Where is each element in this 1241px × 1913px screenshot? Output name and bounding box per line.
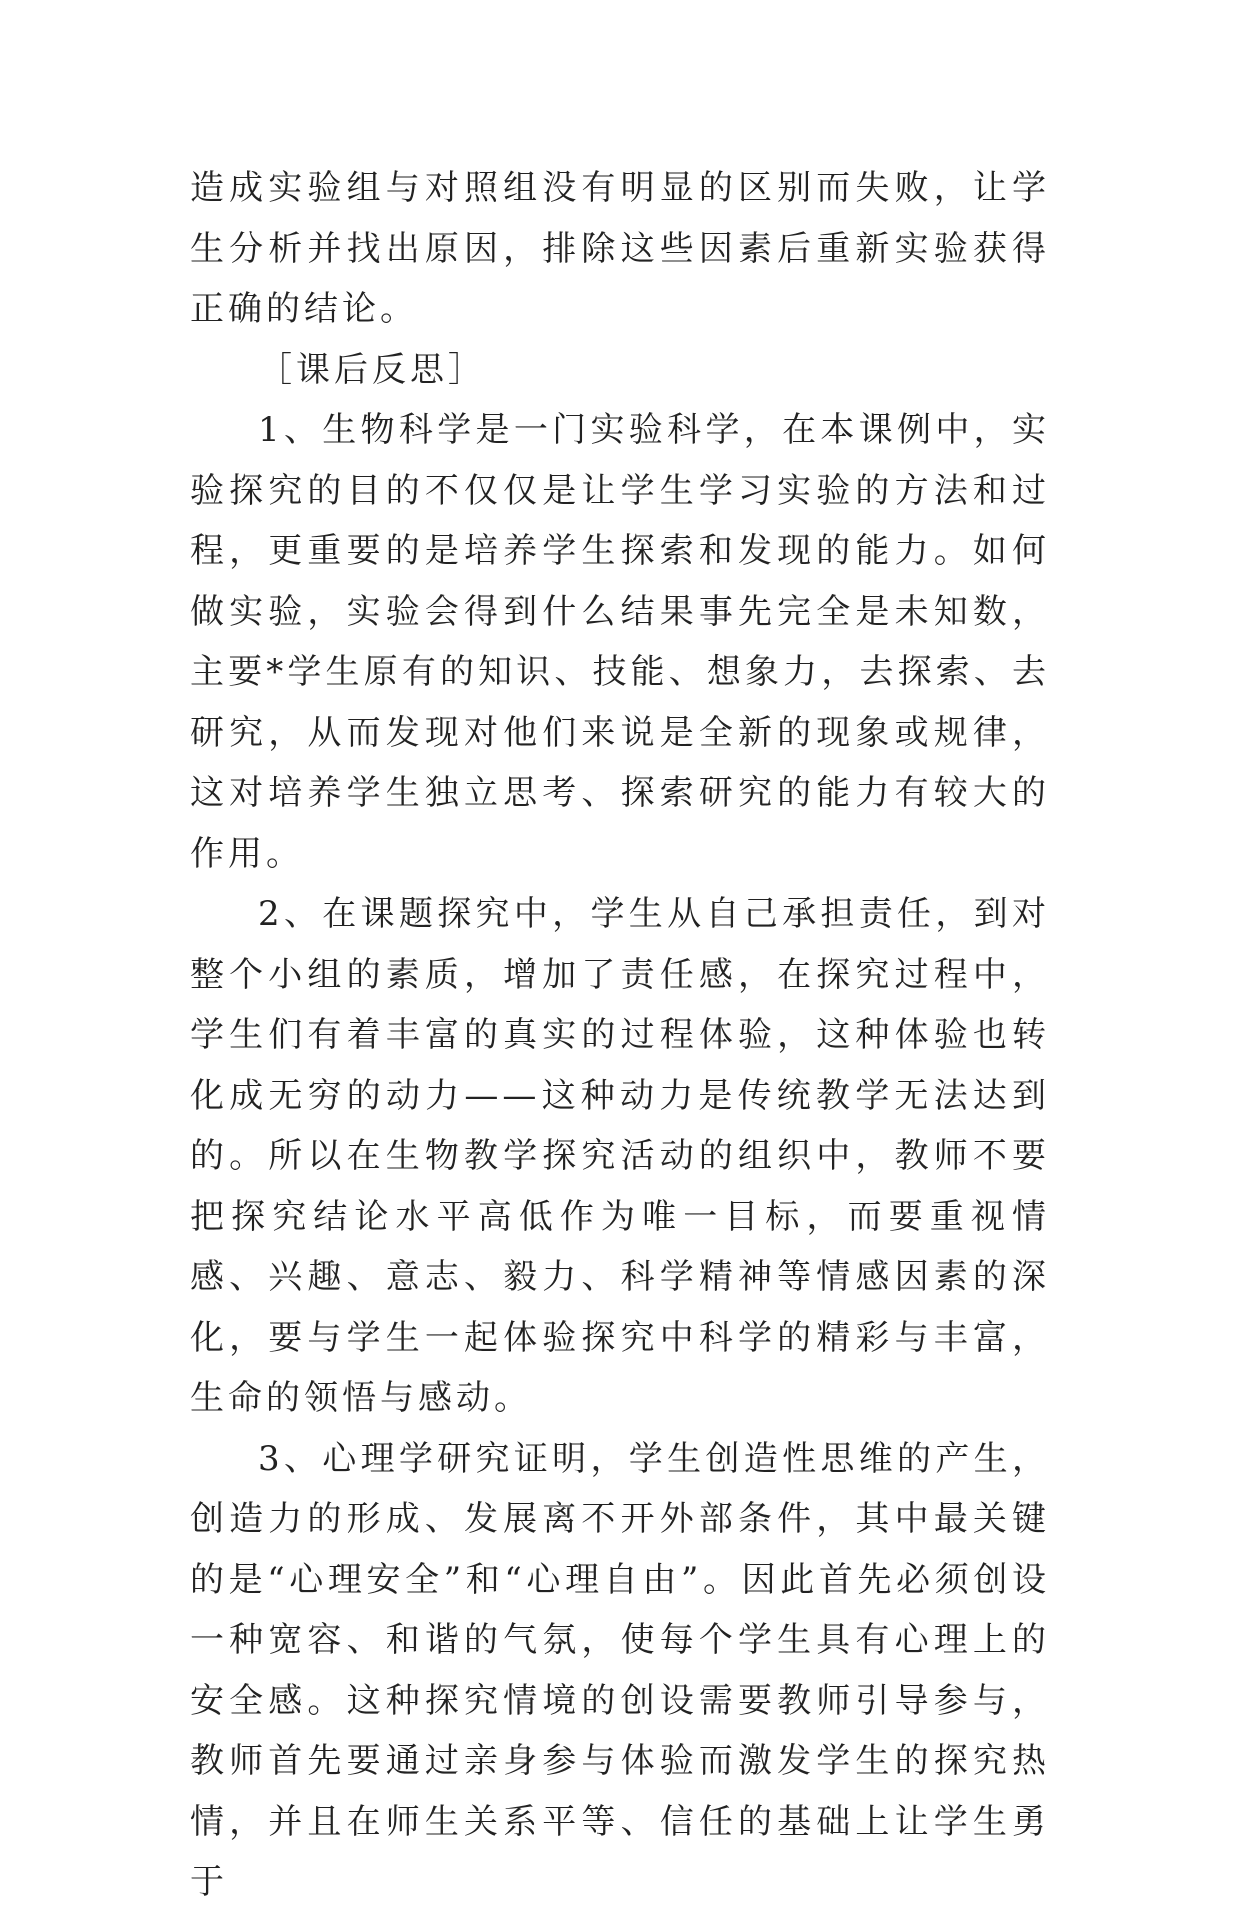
section-heading-reflection: ［课后反思］ xyxy=(258,349,486,390)
paragraph-reflection-1: 1、生物科学是一门实验科学，在本课例中，实验探究的目的不仅仅是让学生学习实验的方法和过程，更重要的是培养学生探索和发现的能力。如何做实验，实验会得到什么结果事先完全是未知数，主要*学生原有的知识、技能、想象力，去探索、去研究，从而发现对他们来说是全新的现象或规律，这对培养学生独立思考、探索研究的能力有较大的作用。 xyxy=(190,410,1050,874)
paragraph-continuation: 造成实验组与对照组没有明显的区别而失败，让学生分析并找出原因，排除这些因素后重新实验获得正确的结论。 xyxy=(190,168,1050,329)
paragraph-reflection-3: 3、心理学研究证明，学生创造性思维的产生，创造力的形成、发展离不开外部条件，其中最关键的是“心理安全”和“心理自由”。因此首先必须创设一种宽容、和谐的气氛，使每个学生具有心理上的安全感。这种探究情境的创设需要教师引导参与，教师首先要通过亲身参与体验而激发学生的探究热情，并且在师生关系平等、信任的基础上让学生勇于 xyxy=(190,1438,1050,1902)
paragraph-reflection-2: 2、在课题探究中，学生从自己承担责任，到对整个小组的素质，增加了责任感，在探究过程中，学生们有着丰富的真实的过程体验，这种体验也转化成无穷的动力——这种动力是传统教学无法达到的。所以在生物教学探究活动的组织中，教师不要把探究结论水平高低作为唯一目标，而要重视情感、兴趣、意志、毅力、科学精神等情感因素的深化，要与学生一起体验探究中科学的精彩与丰富，生命的领悟与感动。 xyxy=(190,894,1050,1418)
document-body xyxy=(190,158,1050,1913)
